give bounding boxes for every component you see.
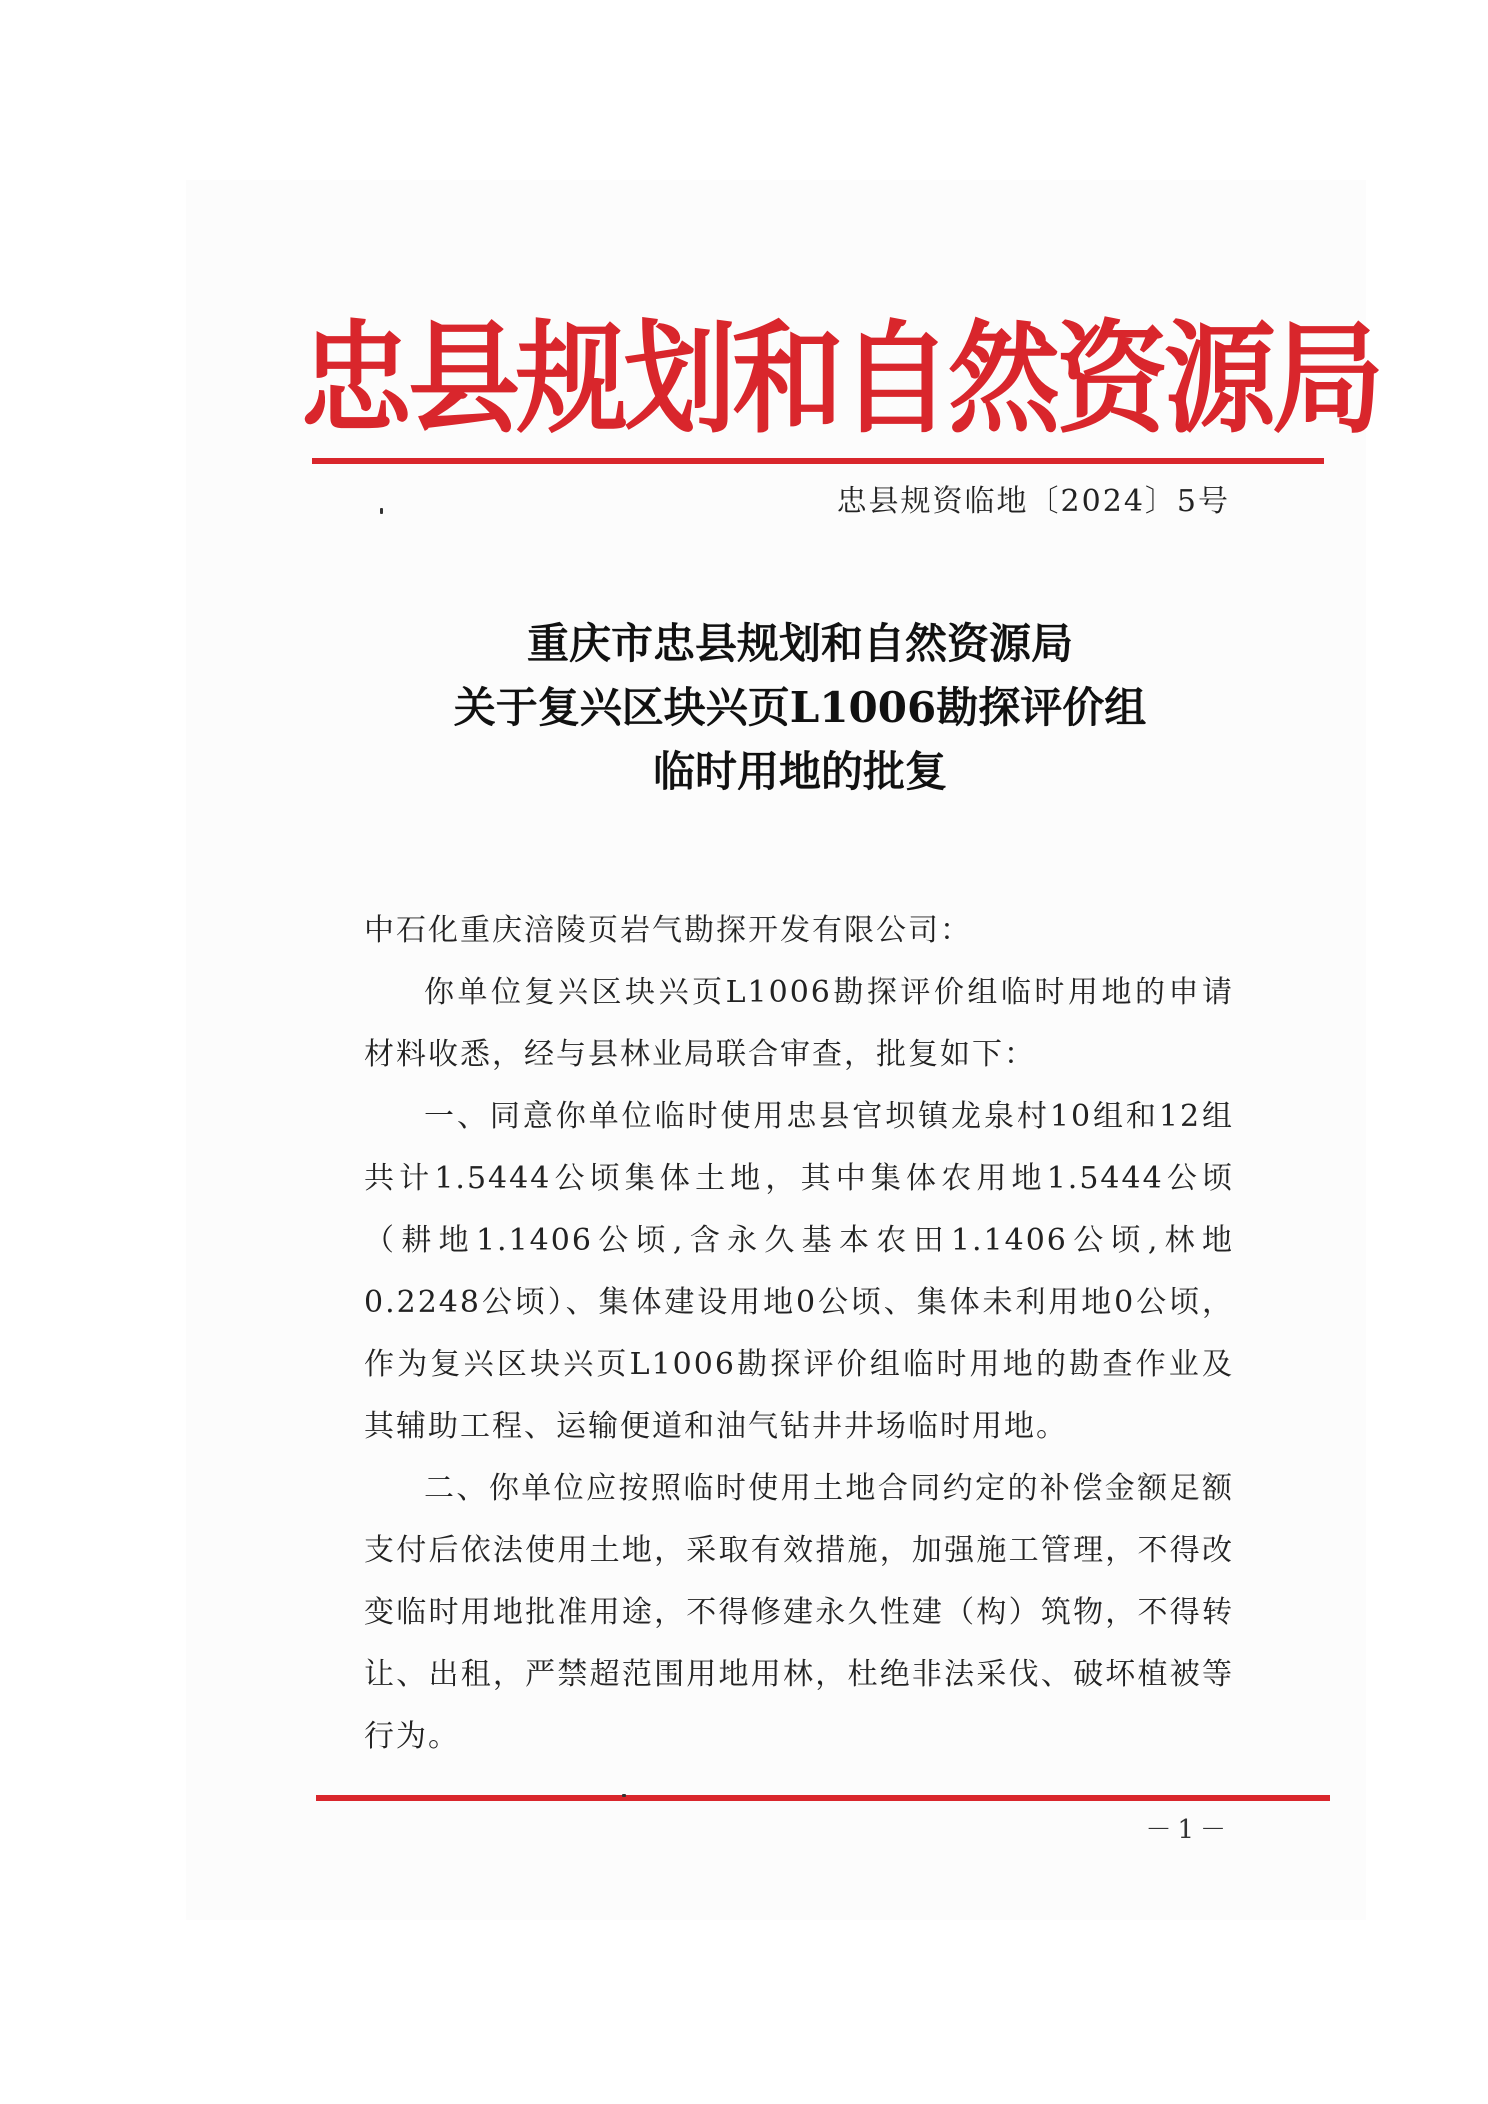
document-title (300, 612, 1300, 804)
agency-masthead: 忠县规划和自然资源局 (300, 309, 1380, 451)
masthead-red-rule (312, 458, 1324, 464)
body-paragraph-2: 一、同意你单位临时使用忠县官坝镇龙泉村10组和12组共计1.5444公顷集体土地，其中集体农用地1.5444公顷（耕地1.1406公顷,含永久基本农田1.1406公顷,林地0.2248公顷）、集体建设用地0公顷、集体未利用地0公顷，作为复兴区块兴页L1006勘探评价组临时用地的勘查作业及其辅助工程、运输便道和油气钻井井场临时用地。 (364, 1099, 1234, 1444)
body-paragraph-3: 二、你单位应按照临时使用土地合同约定的补偿金额足额支付后依法使用土地，采取有效措施，加强施工管理，不得改变临时用地批准用途，不得修建永久性建（构）筑物，不得转让、出租，严禁超范围用地用林，杜绝非法采伐、破坏植被等行为。 (364, 1471, 1234, 1754)
title-line-2: 关于复兴区块兴页L1006勘探评价组 (453, 683, 1147, 732)
body-paragraph-1: 你单位复兴区块兴页L1006勘探评价组临时用地的申请材料收悉，经与县林业局联合审查，批复如下： (364, 975, 1234, 1072)
document-number: 忠县规资临地〔2024〕5号 (836, 484, 1230, 519)
scan-speck (380, 508, 383, 514)
scan-speck (622, 1794, 626, 1797)
salutation: 中石化重庆涪陵页岩气勘探开发有限公司： (364, 913, 972, 948)
page-number: －1－ (1145, 1815, 1232, 1845)
title-line-3: 临时用地的批复 (652, 747, 947, 796)
footer-red-rule (316, 1795, 1330, 1801)
title-line-1: 重庆市忠县规划和自然资源局 (526, 619, 1073, 668)
document-body (364, 900, 1234, 1768)
